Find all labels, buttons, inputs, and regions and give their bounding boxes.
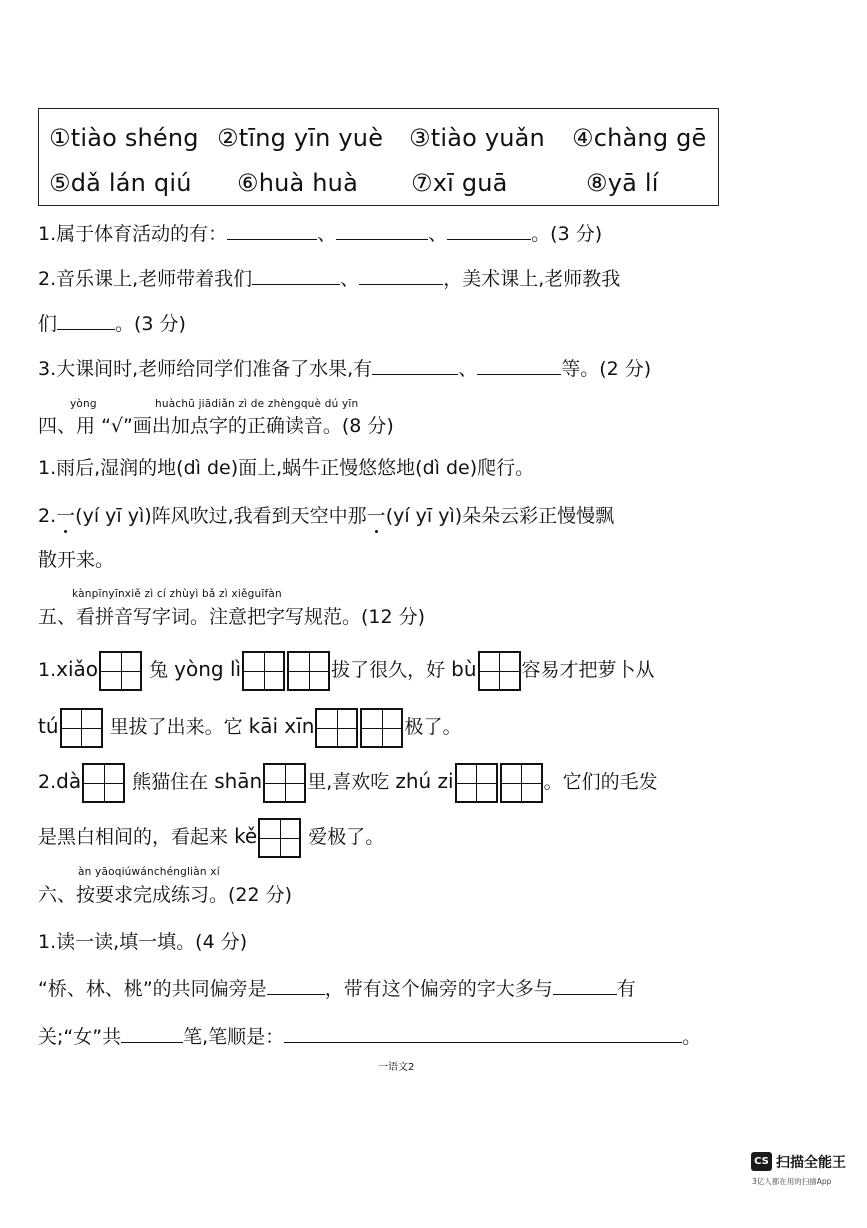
section-6-title: 六、按要求完成练习。(22 分) [38,884,293,906]
sentence-text: 里,喜欢吃 [307,771,390,793]
question-text: 关;“女”共 [38,1026,122,1048]
sentence-text: 熊猫住在 [132,771,209,793]
section-6-sub-1: 1.读一读,填一填。(4 分) [38,931,248,953]
sentence-text: 是黑白相间的，看起来 [38,826,229,848]
answer-blank[interactable] [477,356,561,375]
question-text: ，美术课上,老师教我 [443,268,621,290]
word-item: ⑤dǎ lán qiú [49,169,192,197]
section-5-title: 五、看拼音写字词。注意把字写规范。(12 分) [38,606,426,628]
answer-blank[interactable] [336,221,428,240]
tianzige-box[interactable] [478,651,521,691]
sentence-text: 兔 [149,659,169,681]
dotted-char: 一 [56,505,76,527]
section-5-line-3 [38,760,658,802]
section-4-pinyin: huàchū jiādiǎn zì de zhèngquè dú yīn [155,398,359,410]
tianzige-box[interactable] [60,708,103,748]
section-title-text: 四、用 [38,415,96,437]
sentence-text: 里拔了出来。它 [109,716,243,738]
sentence-text: 极了。 [404,716,462,738]
watermark-name: 扫描全能王 [776,1155,846,1171]
camscanner-logo: CS [751,1152,772,1171]
separator: 、 [340,268,360,290]
answer-blank[interactable] [121,1024,183,1043]
section-5-line-4 [38,815,384,857]
sentence-text: 容易才把萝卜从 [521,659,655,681]
section-4-sentence-1: 1.雨后,湿润的地(dì de)面上,蜗牛正慢悠悠地(dì de)爬行。 [38,457,535,479]
section-5-line-1 [38,648,655,690]
sentence-text: 2. [38,505,57,527]
tianzige-box[interactable] [99,651,142,691]
word-item: ③tiào yuǎn [409,124,545,152]
question-text: 3.大课间时,老师给同学们准备了水果,有 [38,358,373,380]
tianzige-box[interactable] [360,708,403,748]
question-text: 。 [682,1026,702,1048]
word-item: ⑧yā lí [586,169,659,197]
pinyin-prompt: zhú zi [395,769,454,793]
watermark-tagline: 3亿人都在用的扫描App [752,1177,832,1186]
section-5-pinyin: kànpīnyīnxiě zì cí zhùyì bǎ zì xiěguīfàn [72,588,282,600]
separator: 、 [428,223,448,245]
sentence-text: (yí yī yì)朵朵云彩正慢慢飘 [385,505,615,527]
question-text: 有 [616,978,636,1000]
pinyin-prompt: shān [214,769,263,793]
sentence-text: 爱极了。 [308,826,385,848]
tianzige-box[interactable] [455,763,498,803]
question-text: “桥、林、桃”的共同偏旁是 [38,978,267,1000]
answer-blank[interactable] [267,976,325,995]
score-label: 。(3 分) [531,223,603,245]
question-text: ，带有这个偏旁的字大多与 [324,978,553,1000]
section-6-line-2 [38,1024,701,1050]
question-text: 们 [38,313,58,335]
question-text: 1.属于体育活动的有： [38,223,228,245]
pinyin-prompt: tú [38,714,59,738]
pinyin-prompt: kāi xīn [248,714,315,738]
pinyin-prompt: yòng lì [174,657,242,681]
question-2 [38,266,620,292]
separator: 、 [317,223,337,245]
pinyin-prompt: kě [234,824,258,848]
tianzige-box[interactable] [82,763,125,803]
section-6-line-1 [38,976,636,1002]
word-item: ②tīng yīn yuè [217,124,384,152]
answer-blank[interactable] [252,266,340,285]
question-text: 2.音乐课上,老师带着我们 [38,268,253,290]
section-5-line-2 [38,705,461,747]
item-number: 1. [38,659,57,681]
tianzige-box[interactable] [242,651,285,691]
answer-blank[interactable] [447,221,531,240]
section-4-title [38,411,394,438]
word-item: ④chàng gē [572,124,707,152]
answer-blank[interactable] [227,221,317,240]
separator: 、 [458,358,478,380]
answer-blank[interactable] [359,266,443,285]
item-number: 2. [38,771,57,793]
word-item: ⑥huà huà [237,169,359,197]
section-title-text: “√”画出加点字的正确读音。(8 分) [101,415,394,437]
word-item: ⑦xī guā [411,169,508,197]
question-2-line-2 [38,311,186,337]
page-footer: 一语文2 [378,1062,415,1073]
sentence-text: 拔了很久，好 [331,659,446,681]
tianzige-box[interactable] [258,818,301,858]
section-4-sentence-2-line-2: 散开来。 [38,549,115,571]
tianzige-box[interactable] [263,763,306,803]
question-3 [38,356,651,382]
answer-blank[interactable] [553,976,617,995]
question-text: 笔,笔顺是： [183,1026,285,1048]
stroke-order-blank[interactable] [284,1024,682,1043]
section-6-pinyin: àn yāoqiúwánchéngliàn xí [78,866,220,878]
tianzige-box[interactable] [315,708,358,748]
section-4-pinyin: yòng [70,398,97,410]
score-label: 等。(2 分) [561,358,652,380]
pinyin-prompt: dà [56,769,82,793]
tianzige-box[interactable] [287,651,330,691]
answer-blank[interactable] [372,356,458,375]
answer-blank[interactable] [57,311,115,330]
tianzige-box[interactable] [500,763,543,803]
sentence-text: 。它们的毛发 [543,771,658,793]
pinyin-prompt: bù [451,657,477,681]
word-item: ①tiào shéng [49,124,199,152]
score-label: 。(3 分) [115,313,186,335]
pinyin-prompt: xiǎo [56,657,99,681]
dotted-char: 一 [366,505,386,527]
section-4-sentence-2 [38,503,614,529]
sentence-text: (yí yī yì)阵风吹过,我看到天空中那 [75,505,367,527]
pinyin-word-box [38,108,719,206]
question-1 [38,221,602,247]
